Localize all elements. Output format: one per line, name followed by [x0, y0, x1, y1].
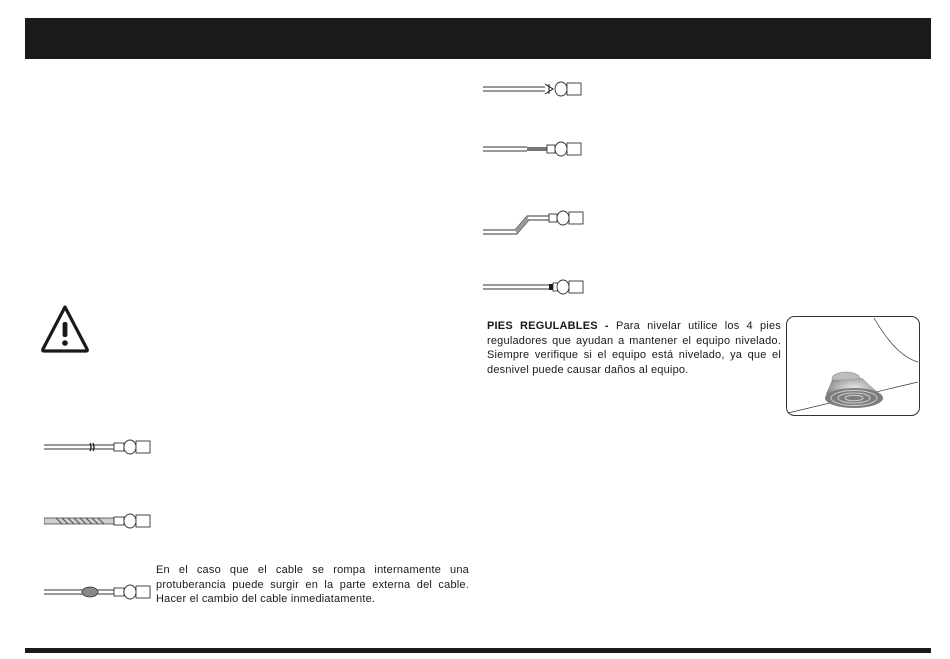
cable-bulge-figure: [44, 583, 154, 601]
footer-bar: [25, 648, 931, 653]
warning-triangle-icon: [40, 304, 90, 354]
cable-bent-figure: [483, 206, 593, 236]
cable-stripped-figure: [483, 140, 593, 158]
cable-crushed-figure: [483, 278, 593, 296]
adjustable-feet-title: PIES REGULABLES -: [487, 320, 609, 332]
cable-frayed-figure: [483, 80, 593, 98]
cable-kink-figure: [44, 438, 154, 456]
adjustable-foot-illustration: [786, 316, 920, 416]
adjustable-feet-paragraph: [487, 319, 781, 377]
cable-twisted-figure: [44, 512, 154, 530]
cable-break-paragraph: En el caso que el cable se rompa internamente una protuberancia puede surgir en la parte externa del cable. Hacer el cambio del cable inmediatamente.: [156, 564, 469, 605]
adjustable-feet-text: Para nivelar utilice los 4 pies reguladores que ayudan a mantener el equipo nivelado. Siempre verifique si el equipo está nivelado, ya que el desnivel puede causar daños al equipo.: [487, 320, 782, 376]
header-bar: [25, 18, 931, 59]
